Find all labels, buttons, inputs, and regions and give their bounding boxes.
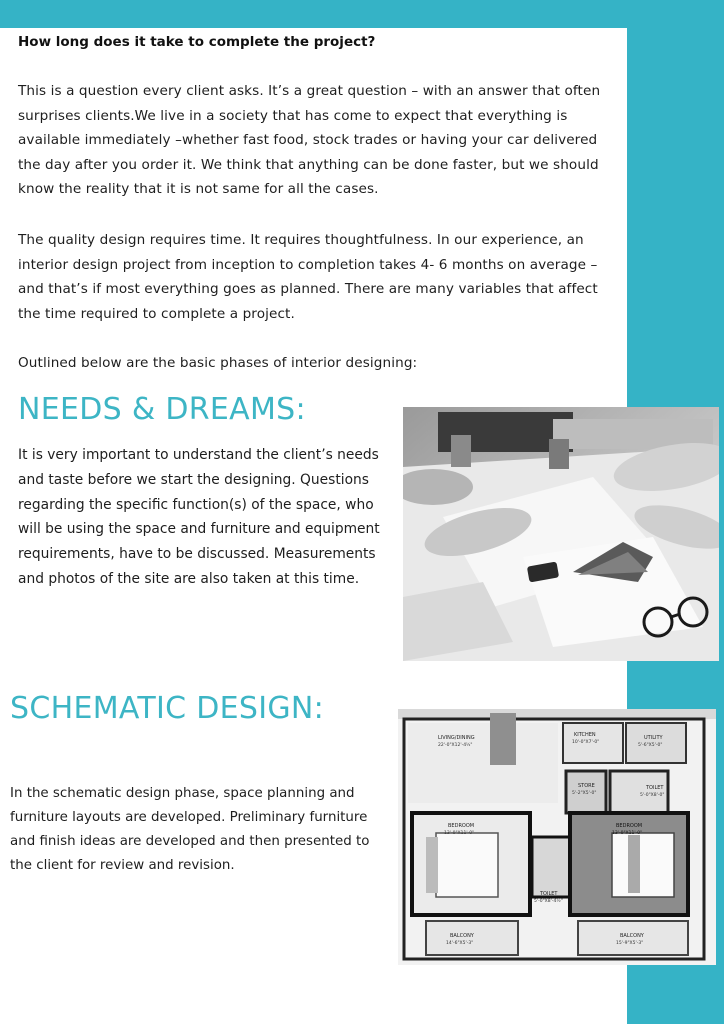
plan-label-kitchen: KITCHEN (574, 732, 596, 738)
design-meeting-photo (403, 407, 719, 661)
intro-paragraph-2: The quality design requires time. It requires thoughtfulness. In our experience, an interior design project from inception to completion takes 4- 6 months on average – and that’s if most everything goes as planned. There are many variables that affect the time required to complete a project. (18, 232, 598, 322)
plan-label-balcony-2: BALCONY (620, 933, 644, 939)
plan-label-store: STORE (578, 783, 595, 789)
needs-dreams-text: It is very important to understand the client’s needs and taste before we start the designing. Questions regarding the specific function(s) of the space, who will be using the space and furniture and equipment requirements, have to be discussed. Measurements and photos of the site are also taken at this time. (18, 447, 380, 587)
needs-dreams-heading: NEEDS & DREAMS: (18, 392, 306, 427)
plan-label-bedroom-1: BEDROOM (448, 823, 475, 829)
floor-plan-image (398, 709, 716, 965)
schematic-design-heading: SCHEMATIC DESIGN: (10, 691, 325, 726)
plan-label-bedroom-2: BEDROOM (616, 823, 643, 829)
plan-dim-store: 5'-2"X5'-0" (572, 791, 597, 796)
section-question: How long does it take to complete the project? (18, 34, 376, 50)
intro-paragraph-1: This is a question every client asks. It’s a great question – with an answer that often surprises clients.We live in a society that has come to expect that everything is available immediately –whether fast food, stock trades or having your car delivered the day after you order it. We think that anything can be done faster, but we should know the reality that it is not same for all the cases. (18, 83, 601, 198)
plan-label-balcony-1: BALCONY (450, 933, 474, 939)
plan-dim-toilet-1: 5'-0"X8'-0" (640, 793, 665, 798)
plan-dim-kitchen: 10'-0"X7'-0" (572, 740, 600, 745)
plan-label-living: LIVING/DINING (438, 735, 475, 741)
plan-dim-toilet-2: 5'-0"X8'-4½" (534, 899, 563, 904)
plan-label-toilet-2: TOILET (540, 891, 558, 897)
schematic-design-text: In the schematic design phase, space planning and furniture layouts are developed. Preliminary furniture and finish ideas are developed and then presented to the client for review and revision. (10, 786, 370, 873)
plan-dim-bedroom-1: 13'-0"X11'-0" (444, 831, 475, 836)
plan-dim-bedroom-2: 13'-0"X11'-0" (612, 831, 643, 836)
plan-dim-utility: 5'-6"X5'-0" (638, 743, 663, 748)
plan-label-utility: UTILITY (644, 735, 663, 741)
plan-dim-balcony-1: 14'-6"X5'-3" (446, 941, 474, 946)
intro-paragraph-3: Outlined below are the basic phases of interior designing: (18, 355, 418, 371)
top-accent-bar (0, 0, 724, 28)
plan-dim-living: 22'-0"X12'-4½" (438, 743, 473, 748)
plan-dim-balcony-2: 15'-9"X5'-3" (616, 941, 644, 946)
plan-label-toilet-1: TOILET (646, 785, 664, 791)
